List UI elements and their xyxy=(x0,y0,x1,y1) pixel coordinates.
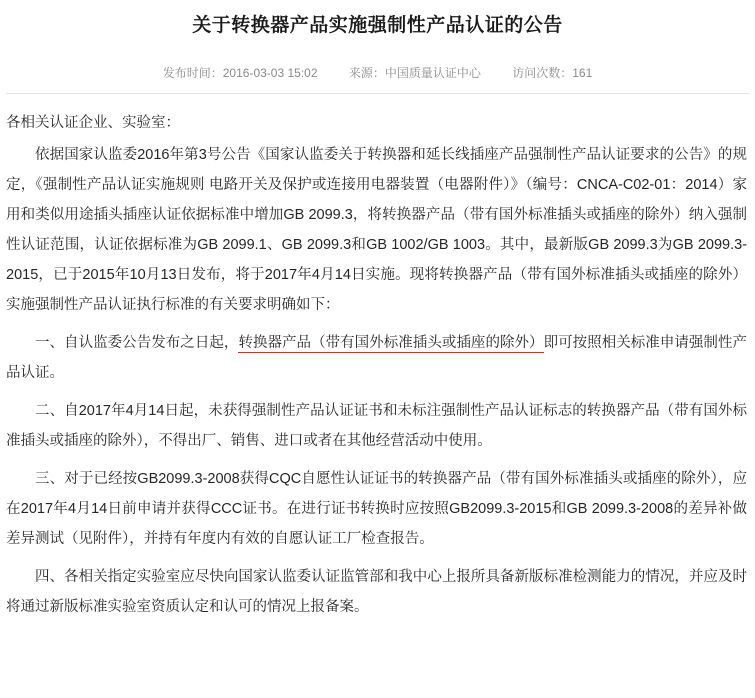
view-count-value: 161 xyxy=(572,66,593,80)
publish-time-label: 发布时间： xyxy=(162,66,223,80)
item-one-prefix: 一、自认监委公告发布之日起， xyxy=(35,335,239,351)
item-three: 三、对于已经按GB2099.3-2008获得CQC自愿性认证证书的转换器产品（带有国外标准插头或插座的除外），应在2017年4月14日前申请并获得CCC证书。在进行证书转换时应按照GB2099.3-2015和GB 2099.3-2008的差异补做差异测试（见附件），并持有年度内有效的自愿认证工厂检查报告。 xyxy=(6,471,747,547)
item-four: 四、各相关指定实验室应尽快向国家认监委认证监管部和我中心上报所具备新版标准检测能力的情况，并应及时将通过新版标准实验室资质认定和认可的情况上报备案。 xyxy=(6,569,747,615)
header-divider xyxy=(6,93,749,94)
page-title: 关于转换器产品实施强制性产品认证的公告 xyxy=(192,15,563,36)
item-one-suffix: 即可按照相关标准申请强制性产品认证。 xyxy=(6,335,747,381)
source-label: 来源： xyxy=(348,66,385,80)
item-one-highlight: 转换器产品（带有国外标准插头或插座的除外） xyxy=(238,335,544,351)
view-count xyxy=(512,64,592,81)
document-meta xyxy=(0,50,755,93)
view-count-label: 访问次数： xyxy=(512,66,573,80)
salutation: 各相关认证企业、实验室： xyxy=(6,115,180,131)
source-value: 中国质量认证中心 xyxy=(384,66,481,80)
publish-time xyxy=(163,64,318,81)
intro-paragraph: 依据国家认监委2016年第3号公告《国家认监委关于转换器和延长线插座产品强制性产品认证要求的公告》的规定，《强制性产品认证实施规则 电路开关及保护或连接用电器装置（电器附件）》（编号：CNCA-C02-01：2014）家用和类似用途插头插座认证依据标准中增加GB 2099.3，将转换器产品（带有国外标准插头或插座的除外）纳入强制性认证范围，认证依据标准为GB 2099.1、GB 2099.3和GB 1002/GB 1003。其中，最新版GB 2099.3为GB 2099.3-2015，已于2015年10月13日发布，将于2017年4月14日实施。现将转换器产品（带有国外标准插头或插座的除外）实施强制性产品认证执行标准的有关要求明确如下： xyxy=(6,147,747,313)
source xyxy=(349,64,481,81)
document-body xyxy=(0,108,755,622)
item-two: 二、自2017年4月14日起，未获得强制性产品认证证书和未标注强制性产品认证标志的转换器产品（带有国外标准插头或插座的除外），不得出厂、销售、进口或者在其他经营活动中使用。 xyxy=(6,403,747,449)
item-one xyxy=(6,328,747,388)
publish-time-value: 2016-03-03 15:02 xyxy=(222,66,318,80)
